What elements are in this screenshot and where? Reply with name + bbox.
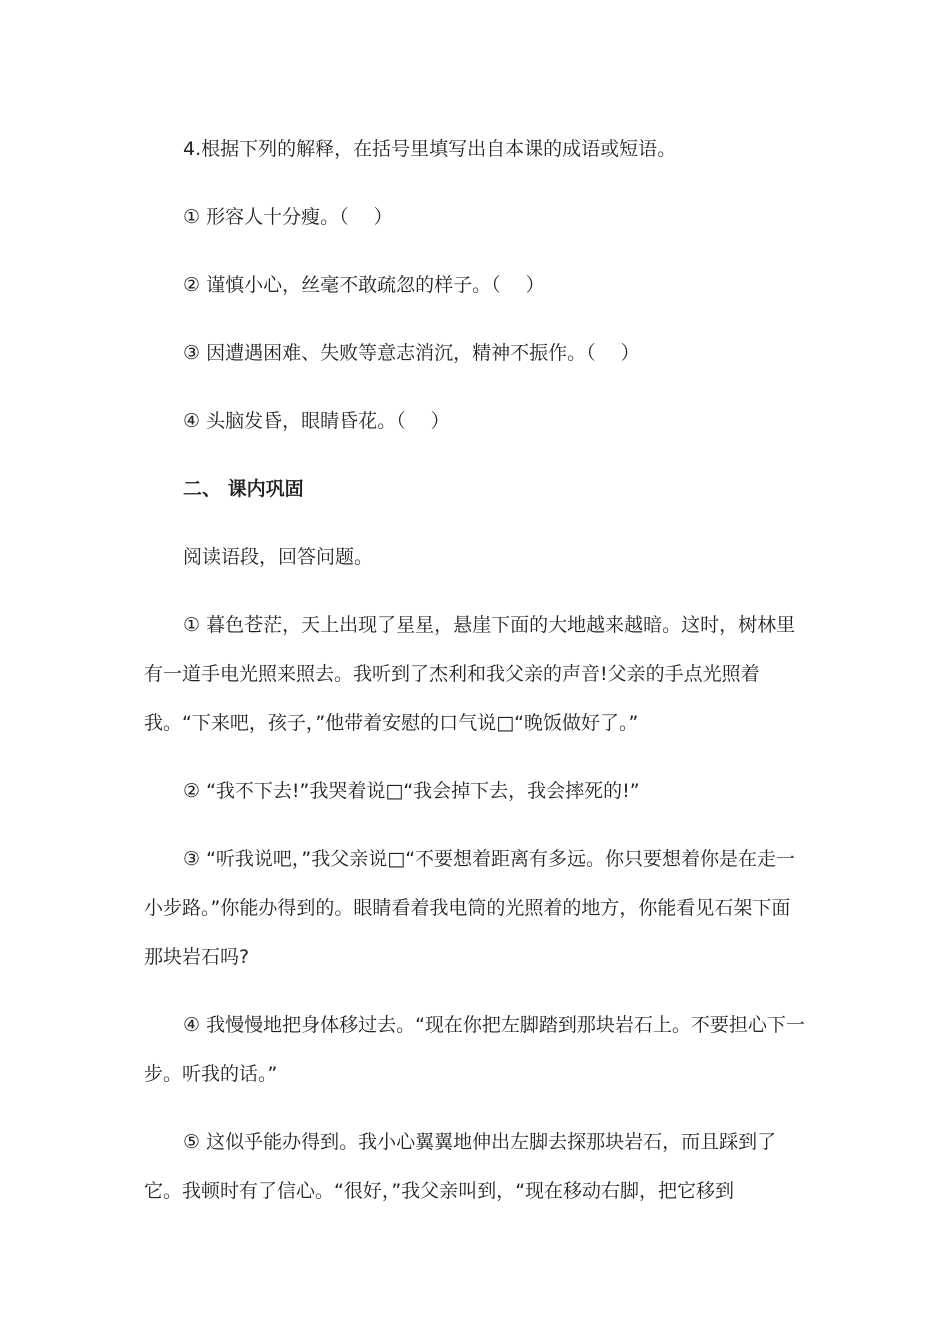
question-item-2: ② 谨慎小心，丝毫不敢疏忽的样子。（ ） [183,274,545,296]
question-item-1: ① 形容人十分瘦。（ ） [183,206,393,228]
section-heading: 二、 课内巩固 [183,478,304,500]
passage-paragraph-4: ④ 我慢慢地把身体移过去。“现在你把左脚踏到那块岩石上。不要担心下一步。听我的话。” [144,1014,805,1085]
document-page [144,125,806,1235]
section-instruction: 阅读语段，回答问题。 [183,546,374,568]
question-item-4: ④ 头脑发昏，眼睛昏花。（ ） [183,410,450,432]
passage-paragraph-5: ⑤ 这似乎能办得到。我小心翼翼地伸出左脚去探那块岩石，而且踩到了它。我顿时有了信心。“很好，”我父亲叫到，“现在移动右脚，把它移到 [144,1131,777,1202]
question-item-3: ③ 因遭遇困难、失败等意志消沉，精神不振作。（ ） [183,342,640,364]
question-4-title: 4.根据下列的解释，在括号里填写出自本课的成语或短语。 [183,138,677,160]
passage-paragraph-1: ① 暮色苍茫，天上出现了星星，悬崖下面的大地越来越暗。这时，树林里有一道手电光照来照去。我听到了杰利和我父亲的声音!父亲的手点光照着我。“下来吧，孩子，”他带着安慰的口气说□“晚饭做好了。” [144,614,796,734]
passage-paragraph-2: ② “我不下去!”我哭着说□“我会掉下去，我会摔死的!” [183,780,640,802]
passage-paragraph-3: ③ “听我说吧，”我父亲说□“不要想着距离有多远。你只要想着你是在走一小步路。”你能办得到的。眼睛看着我电筒的光照着的地方，你能看见石架下面那块岩石吗? [144,848,796,968]
